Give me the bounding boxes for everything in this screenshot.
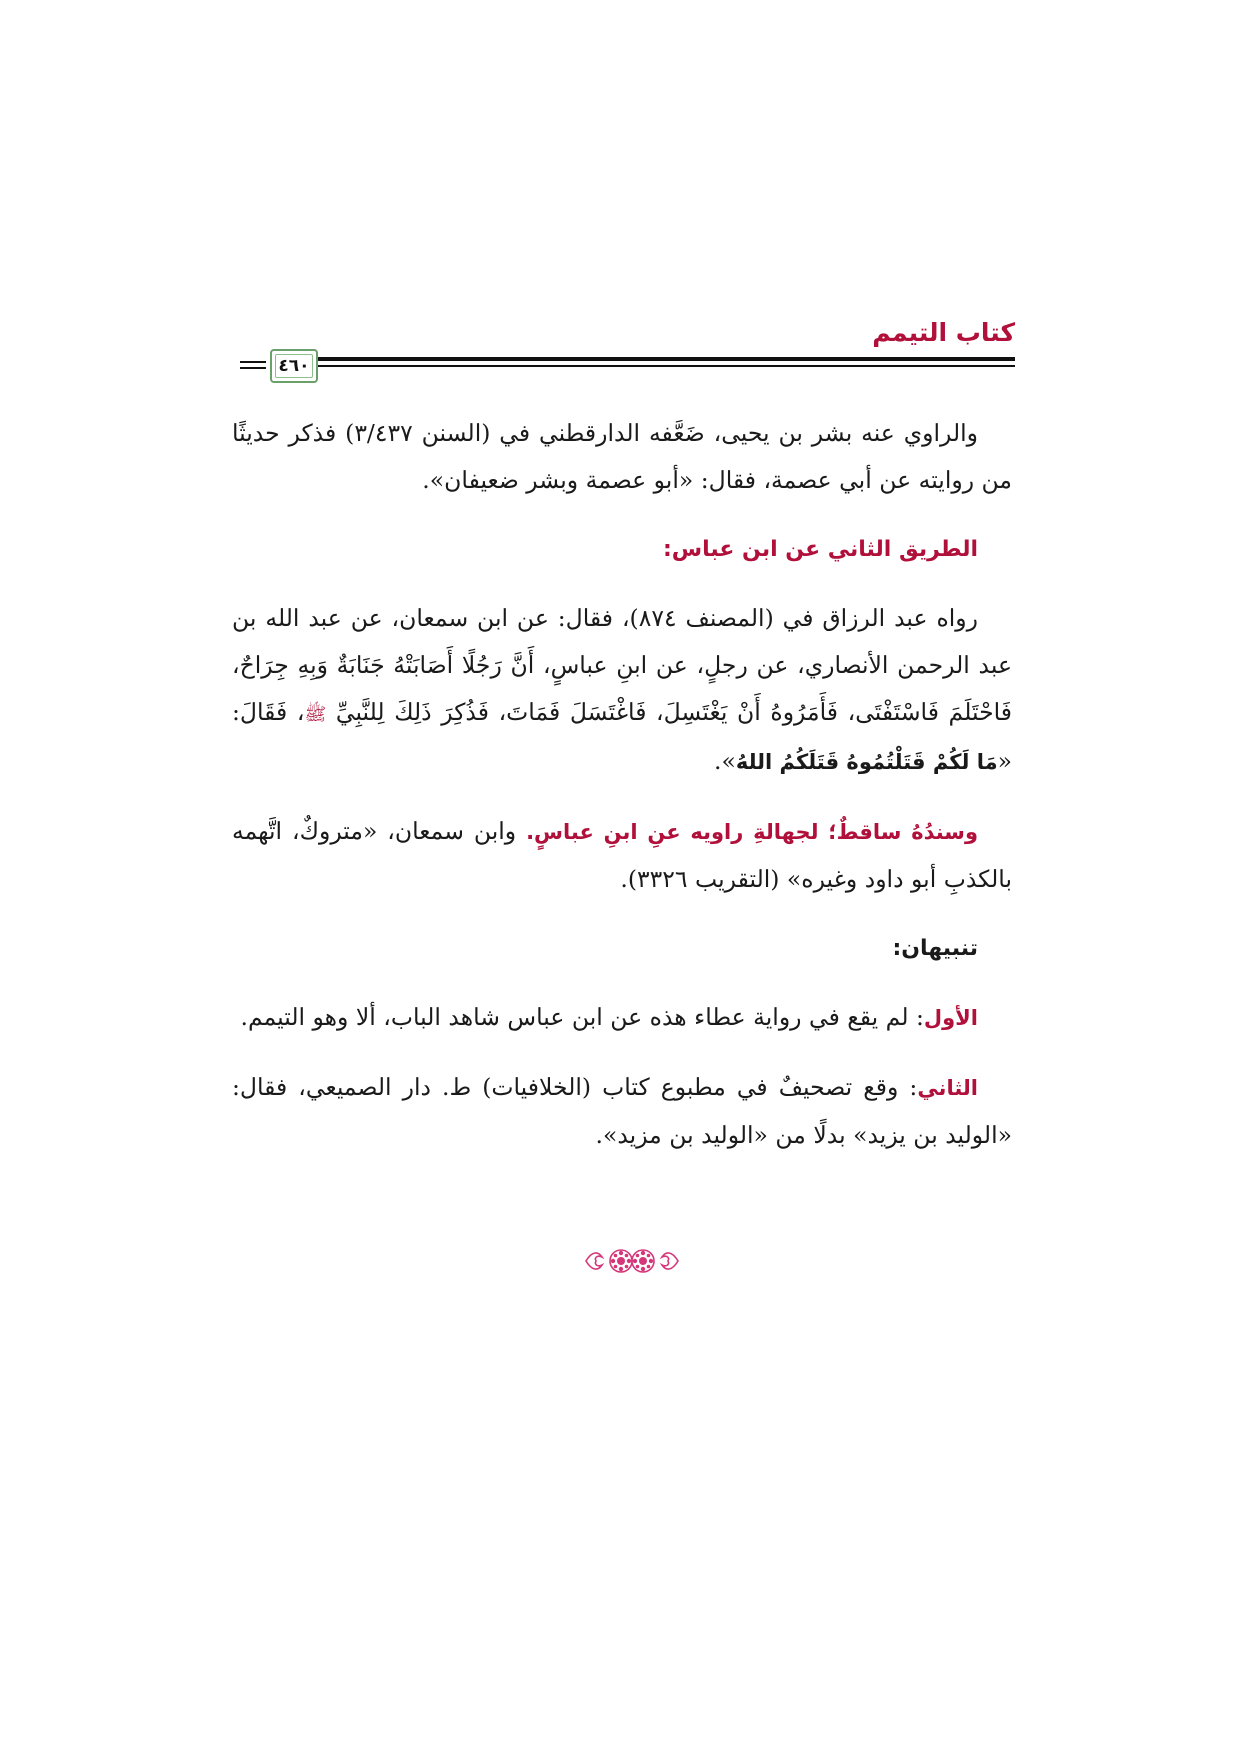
- paragraph-5: [232, 1064, 1012, 1159]
- isnad-verdict: وسندُهُ ساقطٌ؛ لجهالةِ راويه عنِ ابنِ عباسٍ.: [526, 820, 978, 844]
- section-heading-notes: [232, 925, 1012, 972]
- page-body: [232, 410, 1012, 1181]
- header-rule-short: [240, 361, 266, 371]
- paragraph-1: [232, 410, 1012, 504]
- paragraph-2: [232, 595, 1012, 786]
- page-number-frame: [270, 349, 318, 383]
- note-second-label: الثاني: [917, 1076, 978, 1100]
- paragraph-3: [232, 808, 1012, 903]
- paragraph-2-text: رواه عبد الرزاق في (المصنف ٨٧٤)، فقال: عن ابن سمعان، عن عبد الله بن عبد الرحمن الأنصاري، عن رجلٍ، عن ابنِ عباسٍ، أَنَّ رَجُلًا أَصَابَتْهُ جَنَابَةٌ وَبِهِ جِرَاحٌ، فَاحْتَلَمَ فَاسْتَفْتَى، فَأَمَرُوهُ أَنْ يَغْتَسِلَ، فَاغْتَسَلَ فَمَاتَ، فَذُكِرَ ذَلِكَ لِلنَّبِيِّ: [232, 604, 1012, 726]
- header-rule: [275, 357, 1015, 369]
- chapter-title: كتاب التيمم: [872, 318, 1015, 347]
- paragraph-3-text: وابن سمعان، «متروكٌ، اتَّهمه بالكذبِ أبو داود وغيره» (التقريب ٣٣٢٦).: [232, 817, 1012, 893]
- paragraph-2-mid: ، فَقَالَ: «: [232, 698, 1012, 775]
- section-heading-second-route: الطريق الثاني عن ابن عباس:: [662, 537, 978, 562]
- page-header: [240, 318, 1015, 378]
- note-second-text: : وقع تصحيفٌ في مطبوع كتاب (الخلافيات) ط. دار الصميعي، فقال: «الوليد بن يزيد» بدلًا من «الوليد بن مزيد».: [232, 1073, 1012, 1149]
- note-first-label: الأول: [923, 1006, 978, 1030]
- note-first-text: : لم يقع في رواية عطاء هذه عن ابن عباس شاهد الباب، ألا وهو التيمم.: [240, 1003, 924, 1031]
- paragraph-4: [232, 994, 1012, 1042]
- prophet-honorific: ﷺ: [304, 704, 327, 725]
- page-number: ٤٦٠: [278, 356, 310, 376]
- hadith-quote: مَا لَكُمْ قَتَلْتُمُوهُ قَتَلَكُمُ اللهُ: [735, 750, 998, 774]
- paragraph-1-text: والراوي عنه بشر بن يحيى، ضَعَّفه الدارقطني في (السنن ٣/٤٣٧) فذكر حديثًا من روايته عن أبي عصمة، فقال: «أبو عصمة وبشر ضعيفان».: [232, 419, 1012, 494]
- floral-divider-icon: [582, 1245, 682, 1277]
- paragraph-2-end: ».: [713, 747, 736, 775]
- notes-heading-text: تنبيهان:: [892, 936, 978, 961]
